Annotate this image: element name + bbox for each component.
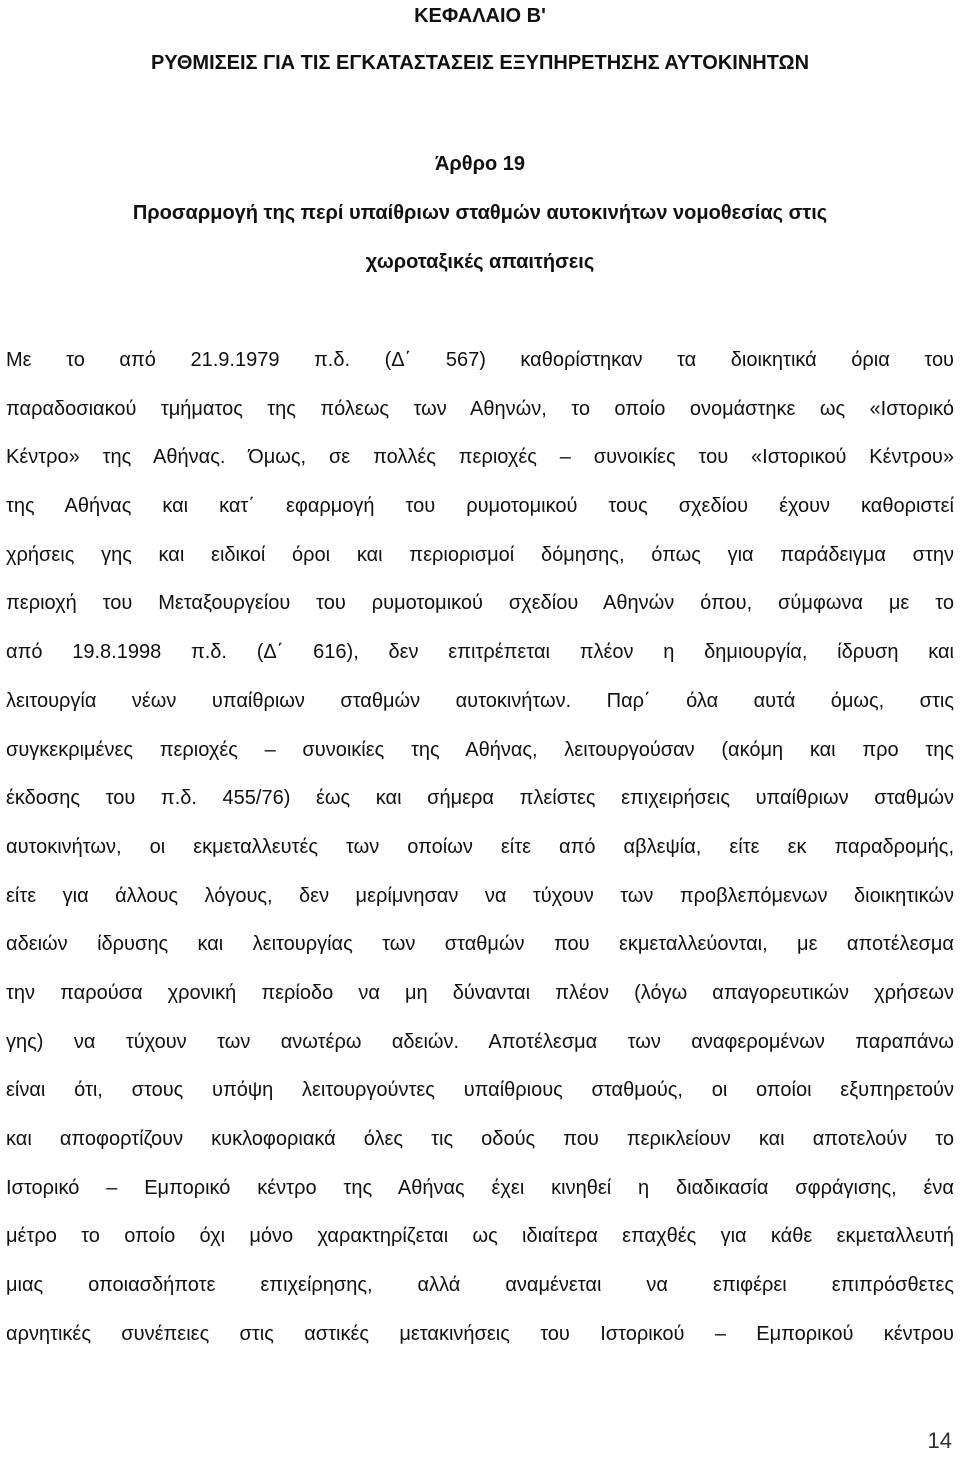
body-line: Με το από 21.9.1979 π.δ. (Δ΄ 567) καθορίστηκαν τα διοικητικά όρια του <box>6 349 954 371</box>
body-line: περιοχή του Μεταξουργείου του ρυμοτομικού σχεδίου Αθηνών όπου, σύμφωνα με το <box>6 592 954 615</box>
article-title-line-1: Προσαρμογή της περί υπαίθριων σταθμών αυτοκινήτων νομοθεσίας στις <box>132 202 828 224</box>
body-line: της Αθήνας και κατ΄ εφαρμογή του ρυμοτομικού τους σχεδίου έχουν καθοριστεί <box>6 495 954 518</box>
body-line: παραδοσιακού τμήματος της πόλεως των Αθηνών, το οποίο ονομάστηκε ως «Ιστορικό <box>6 397 954 420</box>
chapter-subtitle: ΡΥΘΜΙΣΕΙΣ ΓΙΑ ΤΙΣ ΕΓΚΑΤΑΣΤΑΣΕΙΣ ΕΞΥΠΗΡΕΤΗΣΗΣ ΑΥΤΟΚΙΝΗΤΩΝ <box>150 52 810 74</box>
body-line: την παρούσα χρονική περίοδο να μη δύνανται πλέον (λόγω απαγορευτικών χρήσεων <box>6 981 954 1004</box>
body-line: αυτοκινήτων, οι εκμεταλλευτές των οποίων είτε από αβλεψία, είτε εκ παραδρομής, <box>6 835 954 858</box>
chapter-heading: ΚΕΦΑΛΑΙΟ Β' <box>414 5 546 27</box>
body-line: και αποφορτίζουν κυκλοφοριακά όλες τις οδούς που περικλείουν και αποτελούν το <box>6 1128 954 1150</box>
body-line: Ιστορικό – Εμπορικό κέντρο της Αθήνας έχει κινηθεί η διαδικασία σφράγισης, ένα <box>6 1176 954 1199</box>
body-line: αρνητικές συνέπειες στις αστικές μετακινήσεις του Ιστορικού – Εμπορικού κέντρου <box>6 1322 954 1345</box>
body-line: έκδοσης του π.δ. 455/76) έως και σήμερα πλείστες επιχειρήσεις υπαίθριων σταθμών <box>6 787 954 810</box>
body-line: συγκεκριμένες περιοχές – συνοικίες της Αθήνας, λειτουργούσαν (ακόμη και προ της <box>6 738 954 761</box>
body-line: είναι ότι, στους υπόψη λειτουργούντες υπαίθριους σταθμούς, οι οποίοι εξυπηρετούν <box>6 1079 954 1102</box>
body-line: λειτουργία νέων υπαίθριων σταθμών αυτοκινήτων. Παρ΄ όλα αυτά όμως, στις <box>6 689 954 712</box>
body-line: χρήσεις γης και ειδικοί όροι και περιορισμοί δόμησης, όπως για παράδειγμα στην <box>6 543 954 566</box>
body-line: μέτρο το οποίο όχι μόνο χαρακτηρίζεται ως ιδιαίτερα επαχθές για κάθε εκμεταλλευτή <box>6 1225 954 1248</box>
body-line: είτε για άλλους λόγους, δεν μερίμνησαν να τύχουν των προβλεπόμενων διοικητικών <box>6 884 954 907</box>
article-body <box>6 336 954 1358</box>
article-number: Άρθρο 19 <box>434 153 526 175</box>
article-title-line-2: χωροταξικές απαιτήσεις <box>365 251 595 273</box>
body-line: γης) να τύχουν των ανωτέρω αδειών. Αποτέλεσμα των αναφερομένων παραπάνω <box>6 1030 954 1053</box>
body-line: αδειών ίδρυσης και λειτουργίας των σταθμών που εκμεταλλεύονται, με αποτέλεσμα <box>6 933 954 956</box>
body-line: από 19.8.1998 π.δ. (Δ΄ 616), δεν επιτρέπεται πλέον η δημιουργία, ίδρυση και <box>6 641 954 664</box>
body-line: μιας οποιασδήποτε επιχείρησης, αλλά αναμένεται να επιφέρει επιπρόσθετες <box>6 1274 954 1297</box>
page-number: 14 <box>927 1428 952 1453</box>
body-line: Κέντρο» της Αθήνας. Όμως, σε πολλές περιοχές – συνοικίες του «Ιστορικού Κέντρου» <box>6 446 954 469</box>
